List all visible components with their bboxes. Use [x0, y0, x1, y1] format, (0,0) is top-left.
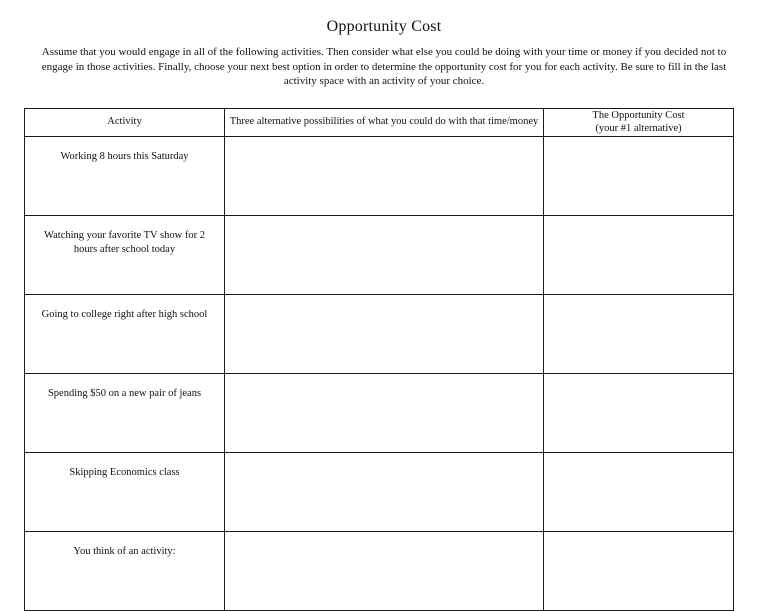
alternatives-cell[interactable]	[225, 453, 544, 532]
alternatives-cell[interactable]	[225, 216, 544, 295]
activity-cell: Working 8 hours this Saturday	[25, 137, 225, 216]
instructions-paragraph: Assume that you would engage in all of the following activities. Then consider what else you could be doing with your time or money if you decided not to engage in those activities. Finally, choose your next best option in order to determine the opportunity cost for you for each activity. Be sure to fill in the last activity space with an activity of your choice.	[41, 46, 727, 87]
opportunity-cost-cell[interactable]	[544, 532, 734, 611]
table-row	[25, 137, 734, 216]
table-row	[25, 453, 734, 532]
table-row	[25, 532, 734, 611]
opportunity-cost-cell[interactable]	[544, 374, 734, 453]
alternatives-cell[interactable]	[225, 532, 544, 611]
opportunity-cost-cell[interactable]	[544, 216, 734, 295]
alternatives-cell[interactable]	[225, 374, 544, 453]
activity-cell: Spending $50 on a new pair of jeans	[25, 374, 225, 453]
table-row	[25, 216, 734, 295]
header-opportunity-cost-subtitle: (your #1 alternative)	[595, 122, 682, 134]
opportunity-cost-cell[interactable]	[544, 453, 734, 532]
header-alternatives: Three alternative possibilities of what you could do with that time/money	[225, 109, 544, 137]
opportunity-cost-cell[interactable]	[544, 137, 734, 216]
header-opportunity-cost-title: The Opportunity Cost	[592, 110, 685, 121]
page-title: Opportunity Cost	[326, 18, 442, 35]
table-row	[25, 374, 734, 453]
alternatives-cell[interactable]	[225, 295, 544, 374]
opportunity-cost-table	[24, 108, 734, 611]
activity-cell: Skipping Economics class	[25, 453, 225, 532]
activity-cell: You think of an activity:	[25, 532, 225, 611]
alternatives-cell[interactable]	[225, 137, 544, 216]
activity-cell: Watching your favorite TV show for 2 hours after school today	[25, 216, 225, 295]
table-row	[25, 295, 734, 374]
header-opportunity-cost	[544, 109, 734, 137]
header-activity: Activity	[25, 109, 225, 137]
activity-cell: Going to college right after high school	[25, 295, 225, 374]
table-header-row	[25, 109, 734, 137]
opportunity-cost-cell[interactable]	[544, 295, 734, 374]
